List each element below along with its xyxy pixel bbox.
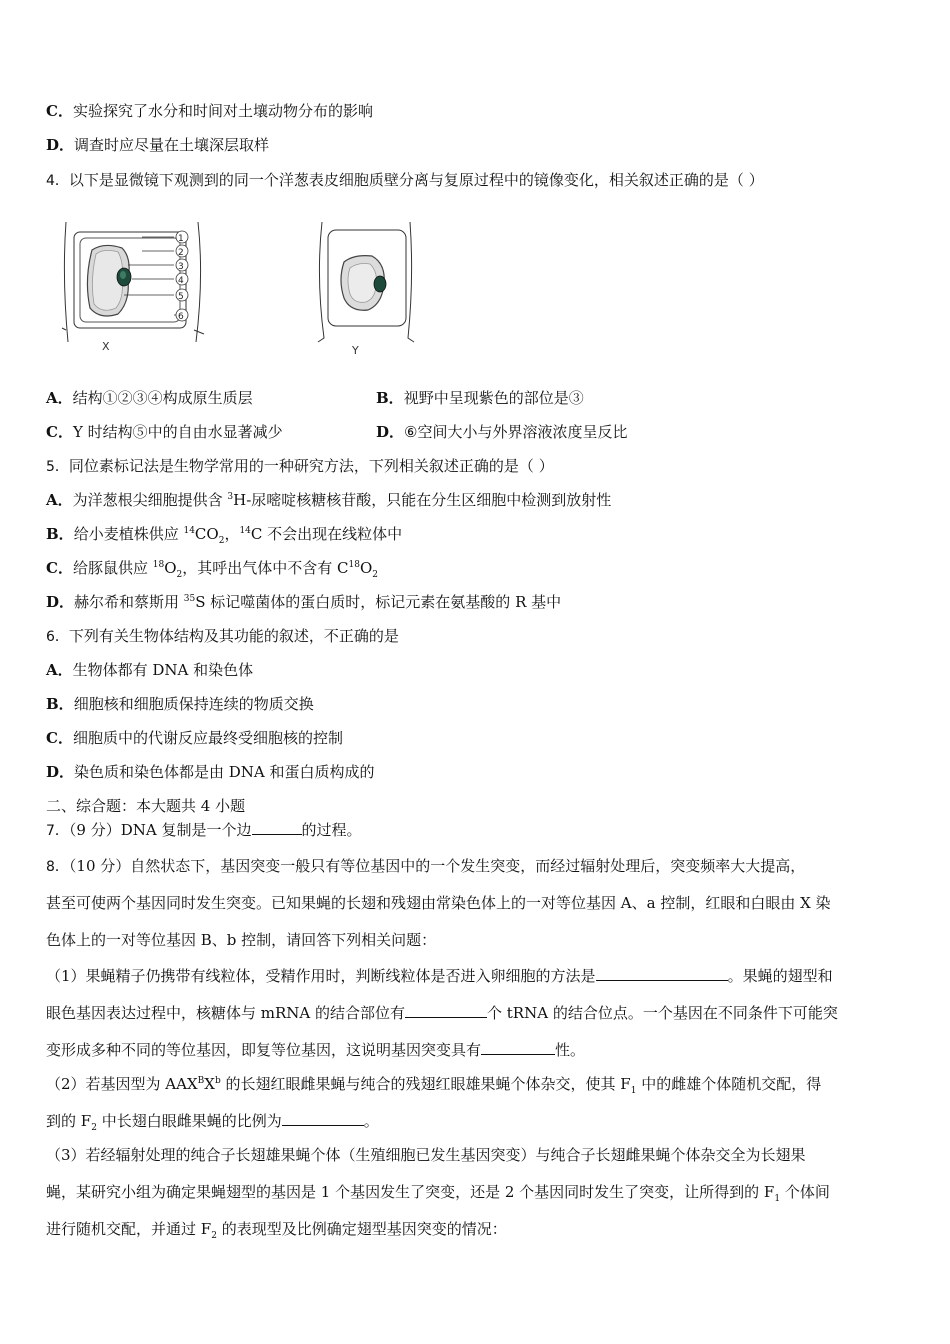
subscript: 2 [91, 1123, 97, 1133]
answer-blank[interactable] [405, 1003, 487, 1018]
option-label: D． [376, 423, 405, 441]
text-part: 为洋葱根尖细胞提供含 [72, 491, 228, 509]
q5-option-a [46, 490, 611, 510]
figure-label-x: X [102, 340, 110, 353]
svg-text:5: 5 [178, 292, 184, 302]
q8-part1-line1 [46, 966, 833, 986]
text-part: 的长翅红眼雌果蝇与纯合的残翅红眼雄果蝇个体杂交，使其 F [220, 1075, 631, 1093]
answer-blank[interactable] [481, 1040, 555, 1055]
text-part: 进行随机交配，并通过 F [46, 1220, 212, 1238]
q8-intro-1 [46, 856, 805, 877]
text-part: 个 tRNA 的结合位点。一个基因在不同条件下可能突 [487, 1004, 838, 1022]
q4-option-d [376, 422, 627, 442]
score: （9 分） [68, 821, 121, 839]
text-part: S 标记噬菌体的蛋白质时，标记元素在氨基酸的 R 基中 [195, 593, 562, 611]
option-text: 调查时应尽量在土壤深层取样 [74, 136, 270, 154]
svg-text:1: 1 [178, 234, 184, 244]
option-label: D． [46, 136, 75, 154]
text-part: 变形成多种不同的等位基因，即复等位基因，这说明基因突变具有 [46, 1041, 482, 1059]
score: （10 分） [68, 857, 131, 875]
text-part: O [164, 559, 177, 577]
q4-option-c [46, 422, 283, 442]
option-text: Y 时结构⑤中的自由水显著减少 [72, 423, 283, 441]
q8-part1-line3 [46, 1040, 585, 1060]
subscript: 2 [218, 536, 225, 546]
svg-text:2: 2 [178, 248, 184, 258]
text-part: 个体间 [780, 1183, 830, 1201]
option-text: 细胞核和细胞质保持连续的物质交换 [73, 695, 314, 713]
text-part: 。果蝇的翅型和 [727, 967, 833, 985]
cell-figure-y [314, 218, 424, 363]
text-part: 中长翅白眼雌果蝇的比例为 [96, 1112, 282, 1130]
q3-option-c [46, 101, 373, 121]
question-number: 8． [46, 859, 69, 875]
q7 [46, 820, 362, 841]
option-label: A． [46, 661, 73, 679]
question-number: 5． [46, 459, 69, 475]
option-label: B． [46, 695, 74, 713]
superscript: B [197, 1076, 205, 1086]
question-text: 同位素标记法是生物学常用的一种研究方法，下列相关叙述正确的是（ ） [68, 457, 554, 475]
question-text: 下列有关生物体结构及其功能的叙述，不正确的是 [68, 627, 399, 645]
q4-option-a [46, 388, 253, 408]
superscript: 18 [152, 560, 165, 570]
text-part: DNA 复制是一个边 [120, 821, 252, 839]
answer-blank[interactable] [282, 1111, 364, 1126]
q3-option-d [46, 135, 269, 155]
option-label: D． [46, 763, 75, 781]
svg-text:6: 6 [178, 312, 184, 322]
option-text: ⑥空间大小与外界溶液浓度呈反比 [404, 423, 628, 441]
option-label: C． [46, 423, 73, 441]
text-part: （2）若基因型为 AAX [46, 1075, 198, 1093]
option-label: A． [46, 389, 73, 407]
text-part: 给小麦植株供应 [73, 525, 184, 543]
q5-option-b [46, 524, 402, 544]
q5-stem [46, 456, 554, 477]
option-label: C． [46, 102, 73, 120]
option-label: B． [376, 389, 404, 407]
question-number: 6． [46, 629, 69, 645]
option-text: 视野中呈现紫色的部位是③ [403, 389, 584, 407]
q4-option-b [376, 388, 584, 408]
text-part: C 不会出现在线粒体中 [250, 525, 403, 543]
q8-part2-line2 [46, 1111, 379, 1131]
subscript: 1 [774, 1194, 781, 1204]
q8-part3-line1: （3）若经辐射处理的纯合子长翅雄果蝇个体（生殖细胞已发生基因突变）与纯合子长翅雌果蝇个体杂交全为长翅果 [46, 1146, 806, 1164]
text-part: 给豚鼠供应 [72, 559, 153, 577]
subscript: 2 [211, 1231, 217, 1241]
option-text: 细胞质中的代谢反应最终受细胞核的控制 [72, 729, 343, 747]
q8-intro-2: 甚至可使两个基因同时发生突变。已知果蝇的长翅和残翅由常染色体上的一对等位基因 A、a 控制，红眼和白眼由 X 染 [46, 894, 831, 912]
text-part: 眼色基因表达过程中，核糖体与 mRNA 的结合部位有 [46, 1004, 406, 1022]
q4-stem [46, 170, 764, 191]
superscript: 3 [227, 492, 234, 502]
figure-label-y: Y [352, 344, 359, 357]
question-text: 以下是显微镜下观测到的同一个洋葱表皮细胞质壁分离与复原过程中的镜像变化，相关叙述正确的是（ ） [68, 171, 764, 189]
q8-intro-3: 色体上的一对等位基因 B、b 控制，请回答下列相关问题： [46, 931, 437, 949]
q6-stem [46, 626, 399, 647]
text-part: 蝇，某研究小组为确定果蝇翅型的基因是 1 个基因发生了突变，还是 2 个基因同时发生了突变，让所得到的 F [46, 1183, 775, 1201]
superscript: 18 [348, 560, 360, 570]
subscript: 1 [630, 1086, 637, 1096]
text-part: 赫尔希和蔡斯用 [74, 593, 184, 611]
q6-option-c [46, 728, 343, 748]
option-label: B． [46, 525, 74, 543]
answer-blank[interactable] [252, 820, 302, 835]
superscript: 35 [183, 594, 196, 604]
q8-part3-line3 [46, 1219, 507, 1239]
svg-text:4: 4 [178, 276, 184, 286]
question-number: 4． [46, 173, 69, 189]
q8-part1-line2 [46, 1003, 838, 1023]
q8-part3-line2 [46, 1182, 830, 1202]
text-part: 的表现型及比例确定翅型基因突变的情况： [216, 1220, 507, 1238]
text-part: CO [194, 525, 219, 543]
text-part: 自然状态下，基因突变一般只有等位基因中的一个发生突变，而经过辐射处理后，突变频率大大提高， [130, 857, 806, 875]
subscript: 2 [372, 570, 378, 580]
text-part: 的过程。 [301, 821, 362, 839]
q5-option-d [46, 592, 561, 612]
superscript: 14 [239, 526, 251, 536]
text-part: 。 [363, 1112, 379, 1130]
option-text: 生物体都有 DNA 和染色体 [72, 661, 254, 679]
answer-blank[interactable] [596, 966, 728, 981]
superscript: b [214, 1076, 221, 1086]
option-text: 结构①②③④构成原生质层 [72, 389, 253, 407]
question-number: 7． [46, 823, 69, 839]
text-part: （1）果蝇精子仍携带有线粒体，受精作用时，判断线粒体是否进入卵细胞的方法是 [46, 967, 596, 985]
text-part: O [359, 559, 373, 577]
superscript: 14 [183, 526, 195, 536]
svg-text:3: 3 [178, 262, 184, 272]
option-text: 染色质和染色体都是由 DNA 和蛋白质构成的 [74, 763, 375, 781]
text-part: 到的 F [46, 1112, 92, 1130]
q8-part2-line1 [46, 1074, 821, 1094]
text-part: H-尿嘧啶核糖核苷酸，只能在分生区细胞中检测到放射性 [233, 491, 612, 509]
cell-figure-x [58, 218, 208, 358]
option-label: C． [46, 559, 73, 577]
q6-option-a [46, 660, 253, 680]
text-part: ， [224, 525, 240, 543]
q5-option-c [46, 558, 378, 578]
section-title: 二、综合题：本大题共 4 小题 [46, 797, 246, 815]
subscript: 2 [176, 570, 183, 580]
option-label: C． [46, 729, 73, 747]
text-part: 性。 [555, 1041, 586, 1059]
option-label: D． [46, 593, 75, 611]
option-label: A． [46, 491, 73, 509]
option-text: 实验探究了水分和时间对土壤动物分布的影响 [72, 102, 373, 120]
text-part: 中的雌雄个体随机交配，得 [636, 1075, 822, 1093]
text-part: X [204, 1075, 215, 1093]
q6-option-b [46, 694, 314, 714]
q6-option-d [46, 762, 375, 782]
text-part: ，其呼出气体中不含有 C [182, 559, 349, 577]
